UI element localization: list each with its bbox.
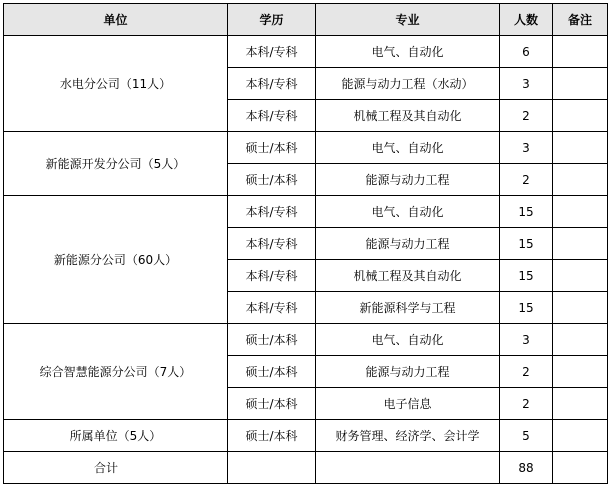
header-unit: 单位 [4,4,228,36]
note-cell [553,324,608,356]
degree-cell: 本科/专科 [228,36,316,68]
note-cell [553,100,608,132]
total-count: 88 [500,452,553,484]
unit-cell: 所属单位（5人） [4,420,228,452]
count-cell: 3 [500,68,553,100]
major-cell: 能源与动力工程 [316,164,500,196]
header-note: 备注 [553,4,608,36]
degree-cell: 本科/专科 [228,292,316,324]
total-empty-degree [228,452,316,484]
total-empty-note [553,452,608,484]
degree-cell: 硕士/本科 [228,324,316,356]
count-cell: 15 [500,228,553,260]
degree-cell: 硕士/本科 [228,420,316,452]
degree-cell: 本科/专科 [228,68,316,100]
unit-cell: 水电分公司（11人） [4,36,228,132]
note-cell [553,420,608,452]
header-row [4,4,608,36]
header-degree: 学历 [228,4,316,36]
count-cell: 2 [500,388,553,420]
table-row [4,324,608,356]
degree-cell: 硕士/本科 [228,388,316,420]
count-cell: 2 [500,164,553,196]
count-cell: 15 [500,196,553,228]
note-cell [553,68,608,100]
major-cell: 电气、自动化 [316,132,500,164]
note-cell [553,356,608,388]
count-cell: 2 [500,356,553,388]
table-row [4,420,608,452]
note-cell [553,196,608,228]
degree-cell: 本科/专科 [228,260,316,292]
count-cell: 5 [500,420,553,452]
total-row [4,452,608,484]
degree-cell: 硕士/本科 [228,132,316,164]
major-cell: 能源与动力工程 [316,228,500,260]
count-cell: 3 [500,324,553,356]
major-cell: 能源与动力工程 [316,356,500,388]
note-cell [553,388,608,420]
note-cell [553,292,608,324]
major-cell: 机械工程及其自动化 [316,260,500,292]
degree-cell: 本科/专科 [228,196,316,228]
major-cell: 电气、自动化 [316,324,500,356]
count-cell: 3 [500,132,553,164]
major-cell: 新能源科学与工程 [316,292,500,324]
major-cell: 机械工程及其自动化 [316,100,500,132]
total-label: 合计 [4,452,228,484]
major-cell: 电子信息 [316,388,500,420]
recruitment-table [3,3,608,484]
note-cell [553,36,608,68]
major-cell: 能源与动力工程（水动） [316,68,500,100]
note-cell [553,132,608,164]
count-cell: 15 [500,292,553,324]
table-row [4,196,608,228]
degree-cell: 硕士/本科 [228,164,316,196]
table-row [4,36,608,68]
total-empty-major [316,452,500,484]
count-cell: 2 [500,100,553,132]
unit-cell: 新能源分公司（60人） [4,196,228,324]
major-cell: 电气、自动化 [316,36,500,68]
table-row [4,132,608,164]
degree-cell: 硕士/本科 [228,356,316,388]
degree-cell: 本科/专科 [228,228,316,260]
unit-cell: 新能源开发分公司（5人） [4,132,228,196]
note-cell [553,260,608,292]
header-major: 专业 [316,4,500,36]
note-cell [553,164,608,196]
major-cell: 财务管理、经济学、会计学 [316,420,500,452]
note-cell [553,228,608,260]
degree-cell: 本科/专科 [228,100,316,132]
major-cell: 电气、自动化 [316,196,500,228]
count-cell: 6 [500,36,553,68]
count-cell: 15 [500,260,553,292]
header-count: 人数 [500,4,553,36]
unit-cell: 综合智慧能源分公司（7人） [4,324,228,420]
